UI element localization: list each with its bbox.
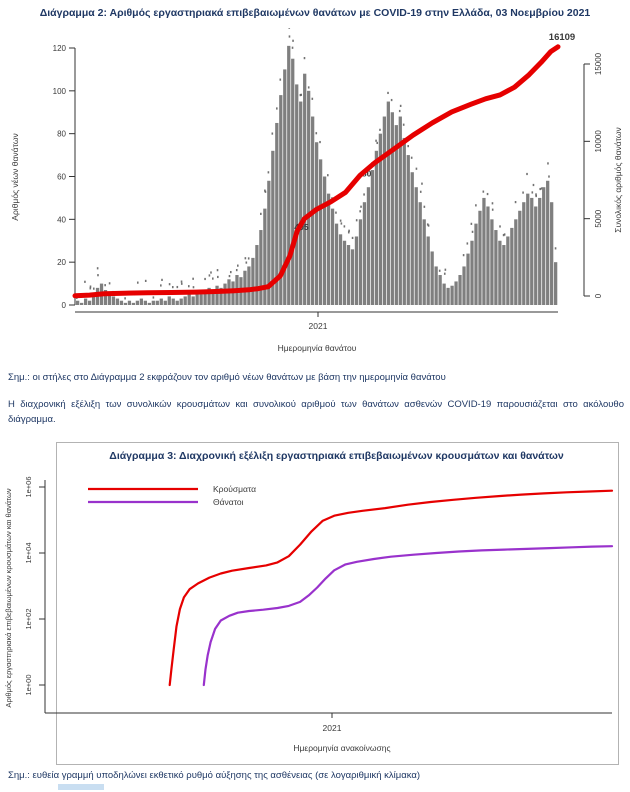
y-axis-left-tick-label: 80: [57, 129, 66, 139]
chart3-title: Διάγραμμα 3: Διαχρονική εξέλιξη εργαστηριακά επιβεβαιωμένων κρουσμάτων και θανάτων: [109, 450, 564, 462]
body-paragraph: Η διαχρονική εξέλιξη των συνολικών κρουσμάτων και συνολικού αριθμού των θανάτων ασθενών COVID-19 παρουσιάζεται στο ακόλουθο διάγραμμα.: [8, 399, 624, 425]
legend-label: Θάνατοι: [213, 497, 244, 507]
y-axis-left-tick-label: 60: [57, 172, 66, 182]
x-axis-title: Ημερομηνία ανακοίνωσης: [293, 743, 391, 753]
y-axis-left-tick-label: 40: [57, 215, 66, 225]
y-axis-tick-label: 1e+06: [24, 476, 33, 498]
cases-line: [170, 491, 612, 685]
y-axis-right-tick-label: 15000: [594, 52, 603, 76]
y-axis-tick-label: 1e+00: [24, 674, 33, 696]
y-axis-right-title: Συνολικός αριθμός θανάτων: [613, 127, 623, 233]
legend-label: Κρούσματα: [213, 484, 257, 494]
note-chart3: Σημ.: ευθεία γραμμή υποδηλώνει εκθετικό ρυθμό αύξησης της ασθένειας (σε λογαριθμική κλίμακα): [8, 770, 421, 781]
y-axis-left-title: Αριθμός νέων θανάτων: [10, 133, 20, 221]
daily-deaths-bars: [76, 28, 557, 305]
y-axis-tick-label: 1e+02: [24, 608, 33, 630]
chart2-figure: [0, 28, 630, 360]
y-axis-title: Αριθμός εργαστηριακά επιβεβαιωμένων κρουσμάτων και θανάτων: [4, 488, 13, 708]
y-axis-right-tick-label: 10000: [594, 130, 603, 153]
y-axis-left-tick-label: 20: [57, 258, 66, 268]
y-axis-left-tick-label: 0: [61, 301, 66, 310]
y-axis-left-tick-label: 100: [52, 86, 66, 96]
chart3-figure: [0, 440, 630, 770]
y-axis-left-tick-label: 120: [52, 43, 66, 53]
y-axis-right-tick-label: 0: [594, 293, 603, 299]
x-axis-tick-label: 2021: [308, 321, 328, 331]
cropped-next-element-fragment: [58, 784, 104, 790]
cumulative-milestone-label: 80: [361, 168, 372, 179]
y-axis-tick-label: 1e+04: [24, 542, 33, 564]
chart2-title: Διάγραμμα 2: Αριθμός εργαστηριακά επιβεβαιωμένων θανάτων με COVID-19 στην Ελλάδα, 03 Νοεμβρίου 2021: [39, 7, 591, 19]
note-chart2: Σημ.: οι στήλες στο Διάγραμμα 2 εκφράζουν τον αριθμό νέων θανάτων με βάση την ημερομηνία θανάτου: [8, 372, 446, 383]
deaths-line: [204, 546, 612, 685]
x-axis-title: Ημερομηνία θανάτου: [277, 343, 357, 353]
cumulative-milestone-label: 405: [294, 221, 309, 232]
y-axis-right-tick-label: 5000: [594, 209, 603, 228]
cumulative-total-label: 16109: [548, 31, 576, 43]
x-axis-tick-label: 2021: [322, 723, 342, 733]
